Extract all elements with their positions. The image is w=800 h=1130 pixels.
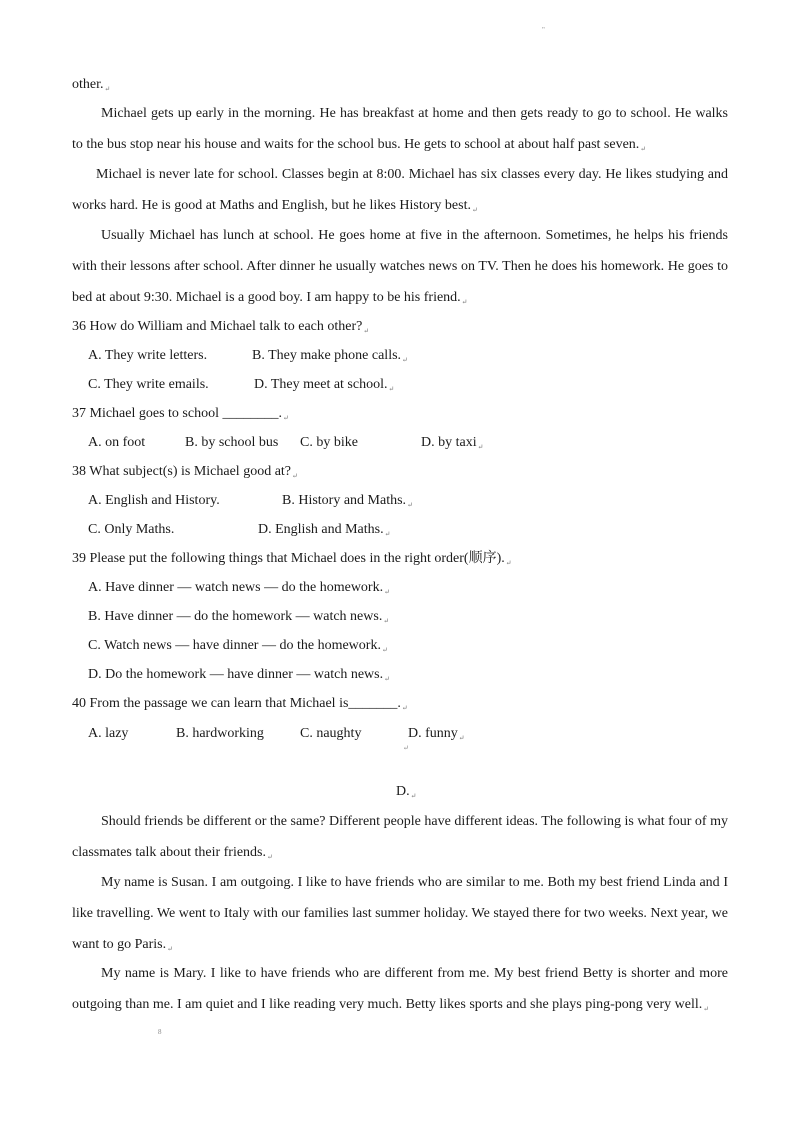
passage-c-fragment: $other._↵$ <box>72 77 111 93</box>
question-40-stem: 40 From the passage we can learn that Michael $is\_\_\_\_\_\_\_._↵$ <box>72 696 408 712</box>
question-36-option-a: A. They write letters. <box>88 348 208 363</box>
empty-paragraph-mark: ↵ <box>403 744 409 752</box>
passage-d-paragraph-1: Should friends be different or the same? Different people have different ideas. The following is what four of my classmates talk about their $friends._↵$ <box>72 814 728 861</box>
question-36-option-c: C. They write emails. <box>88 377 209 392</box>
question-40-option-a: A. lazy <box>88 726 129 741</box>
question-39-option-d: D. Do the homework — have dinner — watch $news._↵$ <box>88 667 390 683</box>
question-36-option-d: D. They meet at $school._↵$ <box>254 377 395 393</box>
question-39-stem: 39 Please put the following things that Michael does in the right order(顺序)$._↵$ <box>72 551 512 567</box>
question-38-option-a: A. English and History. <box>88 493 220 508</box>
question-40-option-b: B. hardworking <box>176 726 264 741</box>
question-38-option-c: C. Only Maths. <box>88 522 175 537</box>
passage-d-paragraph-2: My name is Susan. I am outgoing. I like to have friends who are similar to me. Both my best friend Linda and I like travelling. We went to Italy with our families last summer holiday. We stayed there for two weeks. Next year, we want to go $Paris._↵$ <box>72 875 728 953</box>
question-39-option-a: A. Have dinner — watch news — do the $homework._↵$ <box>88 580 390 596</box>
question-39-option-b: B. Have dinner — do the homework — watch $news._↵$ <box>88 609 390 625</box>
question-37-option-b: B. by school bus <box>185 435 279 450</box>
question-38-stem: 38 What subject(s) is Michael good $at?_↵$ <box>72 464 298 480</box>
question-38-option-b: B. History and $Maths._↵$ <box>282 493 413 509</box>
question-40-option-c: C. naughty <box>300 726 362 741</box>
question-37-stem: 37 Michael goes to school $\_\_\_\_\_\_\_\_._↵$ <box>72 406 289 422</box>
header-mark: " <box>542 26 545 34</box>
question-38-option-d: D. English and $Maths._↵$ <box>258 522 391 538</box>
passage-c-paragraph-3: Usually Michael has lunch at school. He goes home at five in the afternoon. Sometimes, he helps his friends with their lessons after school. After dinner he usually watches news on TV. Then he does his homework. He goes to bed at about 9:30. Michael is a good boy. I am happy to be his $friend._↵$ <box>72 228 728 306</box>
question-37-option-a: A. on foot <box>88 435 146 450</box>
question-37-option-d: D. by taxi$_↵$ <box>421 435 484 451</box>
question-40-option-d: D. funny$_↵$ <box>408 726 465 742</box>
footer-mark: 8 <box>158 1028 162 1036</box>
passage-c-paragraph-1: Michael gets up early in the morning. He has breakfast at home and then gets ready to go to school. He walks to the bus stop near his house and waits for the school bus. He gets to school at about half past $seven._↵$ <box>72 106 728 153</box>
question-37-option-c: C. by bike <box>300 435 358 450</box>
passage-c-paragraph-2: Michael is never late for school. Classes begin at 8:00. Michael has six classes every day. He likes studying and works hard. He is good at Maths and English, but he likes History $best._↵$ <box>72 167 728 214</box>
section-heading-d: $D._↵$ <box>396 784 417 800</box>
question-39-option-c: C. Watch news — have dinner — do the $homework._↵$ <box>88 638 388 654</box>
passage-d-paragraph-3: My name is Mary. I like to have friends who are different from me. My best friend Betty is shorter and more outgoing than me. I am quiet and I like reading very much. Betty likes sports and she plays ping-pong very $well._↵$ <box>72 966 728 1013</box>
question-36-option-b: B. They make phone $calls._↵$ <box>252 348 408 364</box>
question-36-stem: 36 How do William and Michael talk to each $other?_↵$ <box>72 319 370 335</box>
